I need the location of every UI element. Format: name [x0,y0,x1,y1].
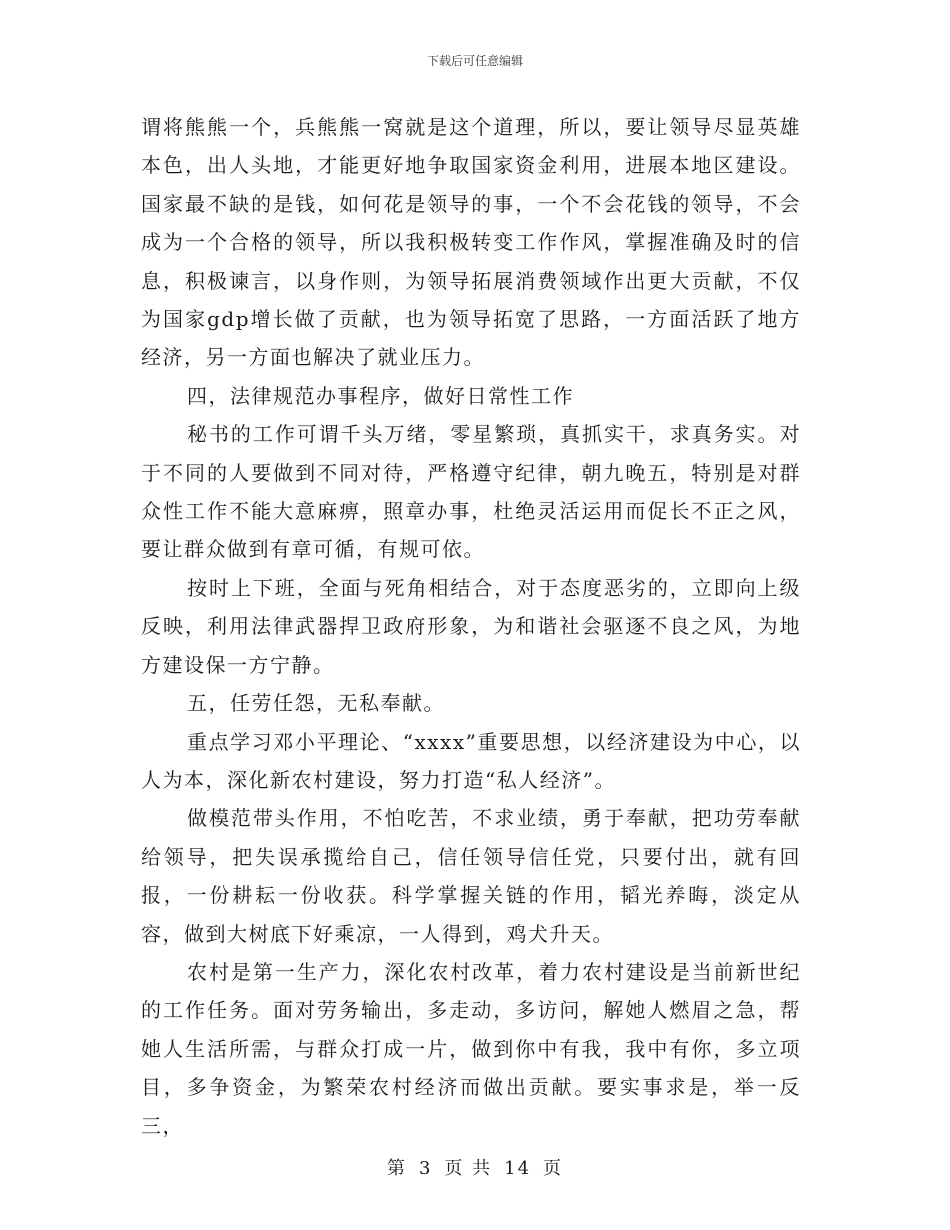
paragraph-4: 按时上下班，全面与死角相结合，对于态度恶劣的，立即向上级反映，利用法律武器捍卫政府形象，为和谐社会驱逐不良之风，为地方建设保一方宁静。 [141,575,801,677]
paragraph-7: 做模范带头作用，不怕吃苦，不求业绩，勇于奉献，把功劳奉献给领导，把失误承揽给自己，信任领导信任党，只要付出，就有回报，一份耕耘一份收获。科学掌握关链的作用，韬光养晦，淡定从容，做到大树底下好乘凉，一人得到，鸡犬升天。 [141,806,801,946]
paragraph-3: 秘书的工作可谓千头万绪，零星繁琐，真抓实干，求真务实。对于不同的人要做到不同对待，严格遵守纪律，朝九晚五，特别是对群众性工作不能大意麻痹，照章办事，杜绝灵活运用而促长不正之风，要让群众做到有章可循，有规可依。 [141,422,801,562]
footer-middle: 页 共 [444,1158,493,1179]
current-page-number: 3 [418,1158,433,1179]
page-footer [0,1154,950,1180]
document-body [141,108,801,1145]
paragraph-1: 谓将熊熊一个，兵熊熊一窝就是这个道理，所以，要让领导尽显英雄本色，出人头地，才能更好地争取国家资金利用，进展本地区建设。国家最不缺的是钱，如何花是领导的事，一个不会花钱的领导，不会成为一个合格的领导，所以我积极转变工作作风，掌握准确及时的信息，积极谏言，以身作则，为领导拓展消费领域作出更大贡献，不仅为国家gdp增长做了贡献，也为领导拓宽了思路，一方面活跃了地方经济，另一方面也解决了就业压力。 [141,115,801,370]
paragraph-6: 重点学习邓小平理论、“xxxx”重要思想，以经济建设为中心，以人为本，深化新农村建设，努力打造“私人经济”。 [141,729,801,792]
footer-prefix: 第 [386,1158,407,1179]
section-heading-5: 五，任劳任怨，无私奉献。 [187,691,445,716]
page-header: 下载后可任意编辑 [426,54,523,68]
footer-suffix: 页 [543,1158,564,1179]
section-heading-4: 四，法律规范办事程序，做好日常性工作 [187,383,574,408]
total-page-count: 14 [504,1158,532,1179]
paragraph-8: 农村是第一生产力，深化农村改革，着力农村建设是当前新世纪的工作任务。面对劳务输出，多走动，多访问，解她人燃眉之急，帮她人生活所需，与群众打成一片，做到你中有我，我中有你，多立项目，多争资金，为繁荣农村经济而做出贡献。要实事求是，举一反三， [141,959,801,1138]
